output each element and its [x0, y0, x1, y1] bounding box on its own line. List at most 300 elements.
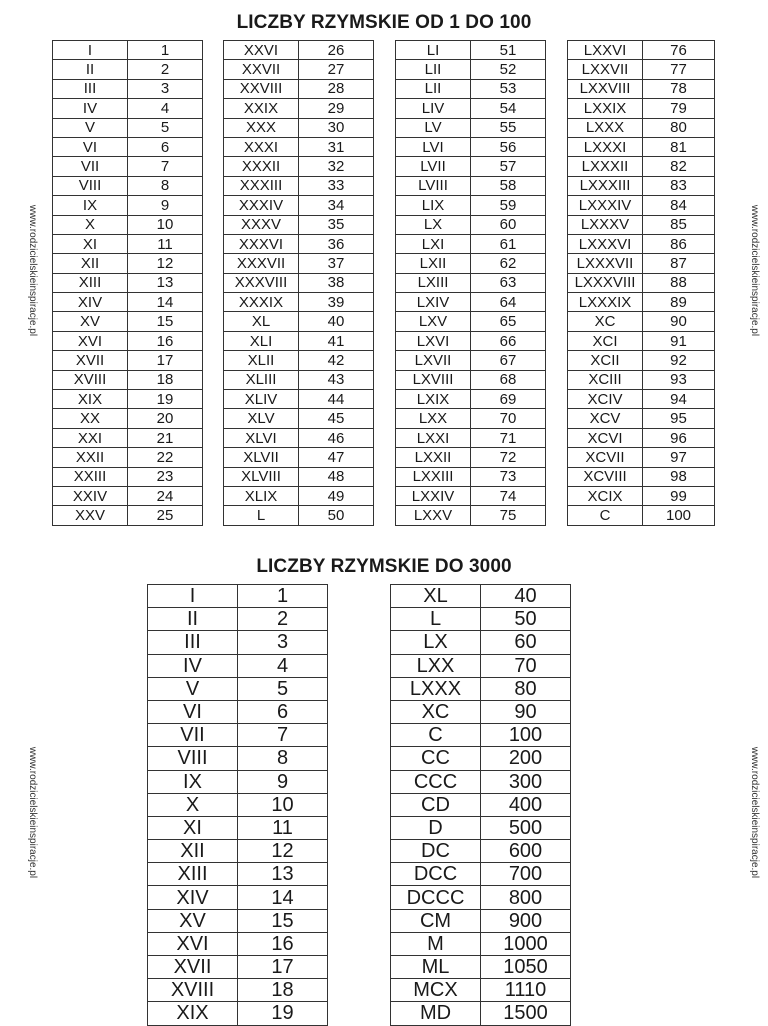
table-row: [568, 60, 715, 79]
table-row: [53, 506, 203, 525]
roman-numeral-cell: XCVII: [568, 448, 643, 467]
table-row: [396, 351, 546, 370]
roman-numeral-cell: XIV: [148, 886, 238, 909]
arabic-number-cell: 13: [238, 863, 328, 886]
table-row: [391, 840, 571, 863]
arabic-number-cell: 3: [238, 631, 328, 654]
table-row: [148, 724, 328, 747]
arabic-number-cell: 1: [238, 585, 328, 608]
arabic-number-cell: 16: [238, 932, 328, 955]
roman-numeral-cell: LVI: [396, 137, 471, 156]
roman-numeral-cell: III: [148, 631, 238, 654]
arabic-number-cell: 75: [471, 506, 546, 525]
arabic-number-cell: 10: [238, 793, 328, 816]
roman-numeral-cell: CC: [391, 747, 481, 770]
table-row: [391, 747, 571, 770]
table-row: [391, 863, 571, 886]
roman-numeral-cell: LXXXVIII: [568, 273, 643, 292]
arabic-number-cell: 40: [299, 312, 374, 331]
table-row: [148, 932, 328, 955]
table-row: [53, 293, 203, 312]
table-row: [148, 677, 328, 700]
arabic-number-cell: 23: [128, 467, 203, 486]
roman-numeral-cell: IX: [53, 196, 128, 215]
arabic-number-cell: 12: [128, 254, 203, 273]
table-row: [396, 196, 546, 215]
roman-numeral-cell: C: [568, 506, 643, 525]
roman-numeral-cell: VII: [148, 724, 238, 747]
roman-numeral-cell: LIX: [396, 196, 471, 215]
arabic-number-cell: 72: [471, 448, 546, 467]
arabic-number-cell: 68: [471, 370, 546, 389]
roman-numeral-cell: XXIV: [53, 486, 128, 505]
roman-numeral-cell: XLVIII: [224, 467, 299, 486]
roman-numeral-cell: CCC: [391, 770, 481, 793]
arabic-number-cell: 97: [643, 448, 715, 467]
arabic-number-cell: 88: [643, 273, 715, 292]
table-row: [148, 631, 328, 654]
roman-numeral-cell: XXIII: [53, 467, 128, 486]
table-row: [391, 816, 571, 839]
table-row: [396, 428, 546, 447]
roman-numeral-cell: XCV: [568, 409, 643, 428]
table-row: [568, 176, 715, 195]
roman-numeral-cell: LXIV: [396, 293, 471, 312]
roman-numeral-cell: XIII: [53, 273, 128, 292]
arabic-number-cell: 41: [299, 331, 374, 350]
arabic-number-cell: 2: [238, 608, 328, 631]
roman-numeral-cell: XXXVII: [224, 254, 299, 273]
table-row: [391, 979, 571, 1002]
arabic-number-cell: 4: [128, 99, 203, 118]
arabic-number-cell: 48: [299, 467, 374, 486]
arabic-number-cell: 400: [481, 793, 571, 816]
table-row: [396, 273, 546, 292]
roman-numeral-cell: XXV: [53, 506, 128, 525]
arabic-number-cell: 57: [471, 157, 546, 176]
arabic-number-cell: 32: [299, 157, 374, 176]
table-row: [53, 351, 203, 370]
roman-numeral-cell: LXXXIII: [568, 176, 643, 195]
roman-table-51-75: [395, 40, 546, 526]
arabic-number-cell: 10: [128, 215, 203, 234]
section-title: LICZBY RZYMSKIE DO 3000: [256, 556, 512, 577]
table-row: [224, 79, 374, 98]
arabic-number-cell: 19: [128, 390, 203, 409]
arabic-number-cell: 21: [128, 428, 203, 447]
arabic-number-cell: 1000: [481, 932, 571, 955]
table-row: [224, 137, 374, 156]
roman-numeral-cell: IV: [53, 99, 128, 118]
arabic-number-cell: 17: [128, 351, 203, 370]
arabic-number-cell: 22: [128, 448, 203, 467]
roman-numeral-cell: LXXXVII: [568, 254, 643, 273]
table-row: [148, 654, 328, 677]
roman-numeral-cell: XXXI: [224, 137, 299, 156]
arabic-number-cell: 700: [481, 863, 571, 886]
table-row: [568, 99, 715, 118]
roman-numeral-cell: LXXX: [391, 677, 481, 700]
arabic-number-cell: 79: [643, 99, 715, 118]
table-row: [224, 157, 374, 176]
table-row: [224, 370, 374, 389]
table-row: [568, 486, 715, 505]
arabic-number-cell: 91: [643, 331, 715, 350]
table-row: [396, 370, 546, 389]
arabic-number-cell: 15: [128, 312, 203, 331]
arabic-number-cell: 60: [481, 631, 571, 654]
table-row: [53, 486, 203, 505]
table-row: [224, 118, 374, 137]
roman-numeral-cell: XVII: [148, 956, 238, 979]
table-row: [396, 409, 546, 428]
arabic-number-cell: 99: [643, 486, 715, 505]
table-row: [224, 467, 374, 486]
table-row: [53, 390, 203, 409]
table-row: [224, 215, 374, 234]
roman-numeral-cell: XV: [53, 312, 128, 331]
roman-numeral-cell: XIV: [53, 293, 128, 312]
roman-numeral-cell: XC: [568, 312, 643, 331]
roman-numeral-cell: I: [148, 585, 238, 608]
table-row: [148, 747, 328, 770]
table-row: [396, 254, 546, 273]
arabic-number-cell: 24: [128, 486, 203, 505]
roman-numeral-cell: XCI: [568, 331, 643, 350]
roman-numeral-cell: LXXII: [396, 448, 471, 467]
table-row: [396, 118, 546, 137]
arabic-number-cell: 76: [643, 41, 715, 60]
roman-table-tens-hundreds: [390, 584, 571, 1026]
roman-numeral-cell: XXXVI: [224, 234, 299, 253]
roman-numeral-cell: LXXVIII: [568, 79, 643, 98]
table-row: [391, 932, 571, 955]
arabic-number-cell: 89: [643, 293, 715, 312]
arabic-number-cell: 80: [481, 677, 571, 700]
arabic-number-cell: 3: [128, 79, 203, 98]
table-row: [568, 157, 715, 176]
roman-numeral-cell: XXXIII: [224, 176, 299, 195]
table-row: [148, 909, 328, 932]
arabic-number-cell: 14: [128, 293, 203, 312]
roman-numeral-cell: LXXV: [396, 506, 471, 525]
table-row: [391, 793, 571, 816]
table-row: [224, 506, 374, 525]
table-row: [391, 700, 571, 723]
table-row: [148, 840, 328, 863]
roman-numeral-cell: XXII: [53, 448, 128, 467]
arabic-number-cell: 20: [128, 409, 203, 428]
table-row: [391, 886, 571, 909]
roman-numeral-cell: XII: [148, 840, 238, 863]
table-row: [396, 448, 546, 467]
roman-numeral-cell: XXXV: [224, 215, 299, 234]
roman-numeral-cell: XVIII: [53, 370, 128, 389]
roman-numeral-cell: XLII: [224, 351, 299, 370]
arabic-number-cell: 83: [643, 176, 715, 195]
table-row: [148, 1002, 328, 1025]
roman-numeral-cell: XX: [53, 409, 128, 428]
arabic-number-cell: 7: [128, 157, 203, 176]
roman-numeral-cell: I: [53, 41, 128, 60]
watermark-left-top: www.rodzicielskieinspiracje.pl: [27, 204, 39, 337]
roman-numeral-cell: LII: [396, 60, 471, 79]
roman-numeral-cell: XXVIII: [224, 79, 299, 98]
arabic-number-cell: 17: [238, 956, 328, 979]
arabic-number-cell: 18: [238, 979, 328, 1002]
roman-numeral-cell: III: [53, 79, 128, 98]
roman-numeral-cell: DCCC: [391, 886, 481, 909]
roman-numeral-cell: LXV: [396, 312, 471, 331]
table-row: [53, 234, 203, 253]
roman-numeral-cell: D: [391, 816, 481, 839]
arabic-number-cell: 90: [481, 700, 571, 723]
roman-numeral-cell: XII: [53, 254, 128, 273]
table-row: [568, 215, 715, 234]
roman-numeral-cell: MCX: [391, 979, 481, 1002]
roman-numeral-cell: VII: [53, 157, 128, 176]
roman-numeral-cell: XIII: [148, 863, 238, 886]
table-row: [224, 428, 374, 447]
roman-numeral-cell: XCIX: [568, 486, 643, 505]
roman-numeral-cell: IX: [148, 770, 238, 793]
roman-table-26-50: [223, 40, 374, 526]
roman-numeral-cell: V: [148, 677, 238, 700]
table-row: [53, 137, 203, 156]
table-row: [224, 99, 374, 118]
roman-numeral-cell: LXXXIV: [568, 196, 643, 215]
roman-numeral-cell: XVI: [148, 932, 238, 955]
arabic-number-cell: 50: [299, 506, 374, 525]
roman-numeral-cell: CD: [391, 793, 481, 816]
roman-numeral-cell: XLIV: [224, 390, 299, 409]
table-row: [53, 60, 203, 79]
arabic-number-cell: 46: [299, 428, 374, 447]
roman-numeral-cell: LXII: [396, 254, 471, 273]
table-row: [396, 79, 546, 98]
watermark-left-bottom: www.rodzicielskieinspiracje.pl: [27, 746, 39, 879]
roman-numeral-cell: MD: [391, 1002, 481, 1025]
arabic-number-cell: 6: [128, 137, 203, 156]
table-row: [396, 41, 546, 60]
watermark-right-top: www.rodzicielskieinspiracje.pl: [749, 204, 761, 337]
roman-numeral-cell: X: [148, 793, 238, 816]
arabic-number-cell: 40: [481, 585, 571, 608]
roman-numeral-cell: VI: [53, 137, 128, 156]
roman-numeral-cell: XLI: [224, 331, 299, 350]
arabic-number-cell: 500: [481, 816, 571, 839]
table-row: [224, 351, 374, 370]
table-row: [148, 816, 328, 839]
arabic-number-cell: 19: [238, 1002, 328, 1025]
table-row: [396, 390, 546, 409]
roman-numeral-cell: V: [53, 118, 128, 137]
arabic-number-cell: 70: [481, 654, 571, 677]
table-row: [391, 1002, 571, 1025]
arabic-number-cell: 1050: [481, 956, 571, 979]
roman-numeral-cell: XLIX: [224, 486, 299, 505]
table-row: [568, 41, 715, 60]
arabic-number-cell: 8: [238, 747, 328, 770]
table-row: [53, 331, 203, 350]
arabic-number-cell: 2: [128, 60, 203, 79]
roman-numeral-cell: XLVII: [224, 448, 299, 467]
table-row: [53, 448, 203, 467]
roman-numeral-cell: LXXXII: [568, 157, 643, 176]
table-row: [568, 351, 715, 370]
table-row: [53, 79, 203, 98]
roman-numeral-cell: XL: [391, 585, 481, 608]
arabic-number-cell: 11: [128, 234, 203, 253]
roman-table-basics: [147, 584, 328, 1026]
roman-numeral-cell: LXVI: [396, 331, 471, 350]
arabic-number-cell: 47: [299, 448, 374, 467]
roman-numeral-cell: LXXXVI: [568, 234, 643, 253]
table-row: [391, 724, 571, 747]
arabic-number-cell: 71: [471, 428, 546, 447]
roman-numeral-cell: LI: [396, 41, 471, 60]
roman-numeral-cell: LXXIV: [396, 486, 471, 505]
roman-numeral-cell: DCC: [391, 863, 481, 886]
arabic-number-cell: 64: [471, 293, 546, 312]
arabic-number-cell: 18: [128, 370, 203, 389]
arabic-number-cell: 96: [643, 428, 715, 447]
roman-numeral-cell: XI: [53, 234, 128, 253]
arabic-number-cell: 1: [128, 41, 203, 60]
roman-numeral-cell: LXIII: [396, 273, 471, 292]
table-row: [53, 157, 203, 176]
roman-numeral-cell: LXXVI: [568, 41, 643, 60]
roman-numeral-cell: XL: [224, 312, 299, 331]
arabic-number-cell: 69: [471, 390, 546, 409]
roman-numeral-cell: L: [224, 506, 299, 525]
roman-numeral-cell: XXVII: [224, 60, 299, 79]
roman-numeral-cell: XXXIV: [224, 196, 299, 215]
page-title: LICZBY RZYMSKIE OD 1 DO 100: [236, 12, 532, 33]
arabic-number-cell: 45: [299, 409, 374, 428]
table-row: [148, 863, 328, 886]
arabic-number-cell: 52: [471, 60, 546, 79]
roman-numeral-cell: LIV: [396, 99, 471, 118]
table-row: [396, 99, 546, 118]
arabic-number-cell: 44: [299, 390, 374, 409]
arabic-number-cell: 61: [471, 234, 546, 253]
arabic-number-cell: 33: [299, 176, 374, 195]
arabic-number-cell: 92: [643, 351, 715, 370]
arabic-number-cell: 80: [643, 118, 715, 137]
arabic-number-cell: 30: [299, 118, 374, 137]
roman-numeral-cell: XCII: [568, 351, 643, 370]
roman-numeral-cell: LV: [396, 118, 471, 137]
table-row: [391, 585, 571, 608]
table-row: [391, 654, 571, 677]
roman-numeral-cell: VIII: [148, 747, 238, 770]
table-row: [568, 409, 715, 428]
table-row: [391, 909, 571, 932]
roman-numeral-cell: M: [391, 932, 481, 955]
roman-numeral-cell: LXXVII: [568, 60, 643, 79]
table-row: [568, 137, 715, 156]
arabic-number-cell: 56: [471, 137, 546, 156]
roman-numeral-cell: XXXIX: [224, 293, 299, 312]
table-row: [148, 956, 328, 979]
arabic-number-cell: 5: [238, 677, 328, 700]
arabic-number-cell: 59: [471, 196, 546, 215]
table-row: [396, 176, 546, 195]
roman-numeral-cell: XVI: [53, 331, 128, 350]
roman-numeral-cell: LXXIII: [396, 467, 471, 486]
table-row: [53, 467, 203, 486]
roman-numeral-cell: LXXXV: [568, 215, 643, 234]
roman-numeral-cell: XC: [391, 700, 481, 723]
table-row: [391, 770, 571, 793]
table-row: [53, 428, 203, 447]
table-row: [568, 428, 715, 447]
roman-numeral-cell: LVII: [396, 157, 471, 176]
table-row: [53, 273, 203, 292]
arabic-number-cell: 54: [471, 99, 546, 118]
roman-numeral-cell: LXXXIX: [568, 293, 643, 312]
table-row: [224, 196, 374, 215]
roman-numeral-cell: DC: [391, 840, 481, 863]
roman-numeral-cell: XLVI: [224, 428, 299, 447]
arabic-number-cell: 84: [643, 196, 715, 215]
table-row: [396, 293, 546, 312]
roman-numeral-cell: XVIII: [148, 979, 238, 1002]
roman-numeral-cell: LXXX: [568, 118, 643, 137]
arabic-number-cell: 98: [643, 467, 715, 486]
table-row: [568, 254, 715, 273]
table-row: [396, 215, 546, 234]
arabic-number-cell: 11: [238, 816, 328, 839]
table-row: [148, 886, 328, 909]
table-row: [391, 956, 571, 979]
roman-numeral-cell: LII: [396, 79, 471, 98]
arabic-number-cell: 65: [471, 312, 546, 331]
roman-numeral-cell: II: [53, 60, 128, 79]
arabic-number-cell: 37: [299, 254, 374, 273]
arabic-number-cell: 8: [128, 176, 203, 195]
arabic-number-cell: 55: [471, 118, 546, 137]
arabic-number-cell: 67: [471, 351, 546, 370]
arabic-number-cell: 15: [238, 909, 328, 932]
table-row: [53, 41, 203, 60]
table-row: [53, 312, 203, 331]
roman-numeral-cell: XCVIII: [568, 467, 643, 486]
table-row: [224, 409, 374, 428]
table-row: [396, 157, 546, 176]
roman-numeral-cell: ML: [391, 956, 481, 979]
arabic-number-cell: 1500: [481, 1002, 571, 1025]
arabic-number-cell: 14: [238, 886, 328, 909]
watermark-right-bottom: www.rodzicielskieinspiracje.pl: [749, 746, 761, 879]
arabic-number-cell: 100: [643, 506, 715, 525]
table-row: [148, 793, 328, 816]
arabic-number-cell: 70: [471, 409, 546, 428]
table-row: [391, 677, 571, 700]
table-row: [53, 99, 203, 118]
roman-numeral-cell: X: [53, 215, 128, 234]
table-row: [568, 506, 715, 525]
table-row: [568, 234, 715, 253]
table-row: [224, 331, 374, 350]
table-row: [53, 118, 203, 137]
roman-numeral-cell: XCIII: [568, 370, 643, 389]
arabic-number-cell: 90: [643, 312, 715, 331]
roman-numeral-cell: II: [148, 608, 238, 631]
arabic-number-cell: 73: [471, 467, 546, 486]
arabic-number-cell: 35: [299, 215, 374, 234]
